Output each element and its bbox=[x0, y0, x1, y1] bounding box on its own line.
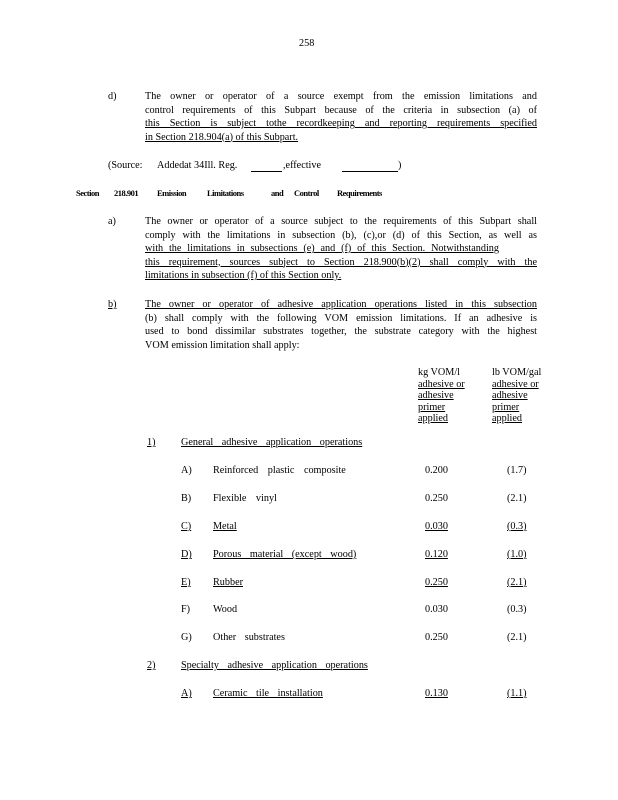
table-col-kg-header bbox=[418, 367, 465, 425]
group-1-label: 1) bbox=[147, 437, 156, 448]
kg-header-line-4: primer bbox=[418, 401, 446, 413]
source-blank-effective bbox=[342, 171, 398, 172]
lb-header-line-4: primer bbox=[492, 401, 520, 413]
section-heading-w1: Emission bbox=[157, 188, 187, 198]
section-heading-w5: Requirements bbox=[337, 188, 382, 198]
para-b-line-2: (b) shall comply with the following VOM emission limitations. If an adhesive is bbox=[145, 312, 537, 324]
row-kg: 0.120 bbox=[425, 549, 448, 560]
row-lb: (2.1) bbox=[507, 632, 527, 643]
source-blank-reg bbox=[251, 171, 282, 172]
kg-header-line-3: adhesive bbox=[418, 390, 454, 402]
row-letter: A) bbox=[181, 465, 192, 476]
row-name: Reinforced plastic composite bbox=[213, 465, 346, 476]
row-lb: (2.1) bbox=[507, 577, 527, 588]
source-label: (Source: bbox=[108, 160, 143, 171]
lb-header-line-2: adhesive or bbox=[492, 378, 539, 390]
para-b-text bbox=[145, 298, 537, 352]
row-letter: E) bbox=[181, 577, 191, 588]
para-d-line-4: in Section 218.904(a) of this Subpart. bbox=[145, 131, 299, 143]
group-2-label: 2) bbox=[147, 660, 156, 671]
para-a-label: a) bbox=[108, 216, 116, 227]
para-b-line-3: used to bond dissimilar substrates together, the substrate category with the highest bbox=[145, 326, 537, 337]
row-kg: 0.030 bbox=[425, 521, 448, 532]
kg-header-line-5: applied bbox=[418, 413, 448, 425]
row-name: Rubber bbox=[213, 577, 243, 588]
row-lb: (1.1) bbox=[507, 688, 527, 699]
section-heading-number: 218.901 bbox=[114, 188, 139, 198]
row-name: Wood bbox=[213, 604, 238, 615]
row-lb: (2.1) bbox=[507, 493, 527, 504]
para-d-label: d) bbox=[108, 91, 117, 102]
para-a-text bbox=[145, 215, 537, 283]
row-letter: C) bbox=[181, 521, 192, 532]
para-b-label: b) bbox=[108, 299, 117, 310]
section-heading-w4: Control bbox=[294, 188, 319, 198]
row-letter: G) bbox=[181, 632, 192, 643]
row-name: Porous material (except wood) bbox=[213, 549, 357, 560]
lb-header-line-3: adhesive bbox=[492, 390, 528, 402]
para-d-line-3: this Section is subject tothe recordkeeping and reporting requirements specified bbox=[145, 118, 537, 129]
row-name: Ceramic tile installation bbox=[213, 688, 323, 699]
row-kg: 0.250 bbox=[425, 632, 448, 643]
kg-header-line-1: kg VOM/l bbox=[418, 367, 460, 378]
row-lb: (0.3) bbox=[507, 604, 527, 615]
lb-header-line-1: lb VOM/gal bbox=[492, 367, 542, 378]
table-col-lb-header bbox=[492, 367, 541, 425]
section-heading-w2: Limitations bbox=[207, 188, 244, 198]
source-added: Addedat 34Ill. Reg. bbox=[157, 160, 238, 171]
row-letter: A) bbox=[181, 688, 192, 699]
row-lb: (1.0) bbox=[507, 549, 527, 560]
source-effective: ,effective bbox=[283, 160, 321, 171]
section-heading-w3: and bbox=[271, 188, 284, 198]
row-name: Flexible vinyl bbox=[213, 493, 277, 504]
row-lb: (0.3) bbox=[507, 521, 527, 532]
row-letter: D) bbox=[181, 549, 192, 560]
para-a-line-4: this requirement, sources subject to Section 218.900(b)(2) shall comply with the bbox=[145, 256, 537, 268]
para-d-text bbox=[145, 90, 537, 144]
row-lb: (1.7) bbox=[507, 465, 527, 476]
row-kg: 0.250 bbox=[425, 577, 448, 588]
page-number: 258 bbox=[299, 38, 315, 49]
section-heading-word: Section bbox=[76, 188, 99, 198]
para-d-line-1: The owner or operator of a source exempt from the emission limitations and bbox=[145, 91, 537, 102]
para-a-line-3: with the limitations in subsections (e) and (f) of this Section. Notwithstanding bbox=[145, 243, 499, 254]
para-a-line-2: comply with the limitations in subsection (b), (c),or (d) of this Section, as well as bbox=[145, 229, 537, 241]
para-b-line-1: The owner or operator of adhesive application operations listed in this subsection bbox=[145, 299, 537, 310]
row-kg: 0.250 bbox=[425, 493, 448, 504]
row-kg: 0.030 bbox=[425, 604, 448, 615]
kg-header-line-2: adhesive or bbox=[418, 378, 465, 390]
row-name: Metal bbox=[213, 521, 237, 532]
row-letter: F) bbox=[181, 604, 191, 615]
row-letter: B) bbox=[181, 493, 192, 504]
row-kg: 0.130 bbox=[425, 688, 448, 699]
para-a-line-5: limitations in subsection (f) of this Section only. bbox=[145, 270, 342, 281]
row-name: Other substrates bbox=[213, 632, 285, 643]
row-kg: 0.200 bbox=[425, 465, 448, 476]
para-a-line-1: The owner or operator of a source subject to the requirements of this Subpart shall bbox=[145, 216, 537, 227]
para-d-line-2: control requirements of this Subpart because of the criteria in subsection (a) of bbox=[145, 104, 537, 116]
group-1-title: General adhesive application operations bbox=[181, 437, 363, 448]
para-b-line-4: VOM emission limitation shall apply: bbox=[145, 339, 300, 351]
lb-header-line-5: applied bbox=[492, 413, 522, 425]
source-close: ) bbox=[398, 160, 402, 171]
group-2-title: Specialty adhesive application operations bbox=[181, 660, 368, 671]
